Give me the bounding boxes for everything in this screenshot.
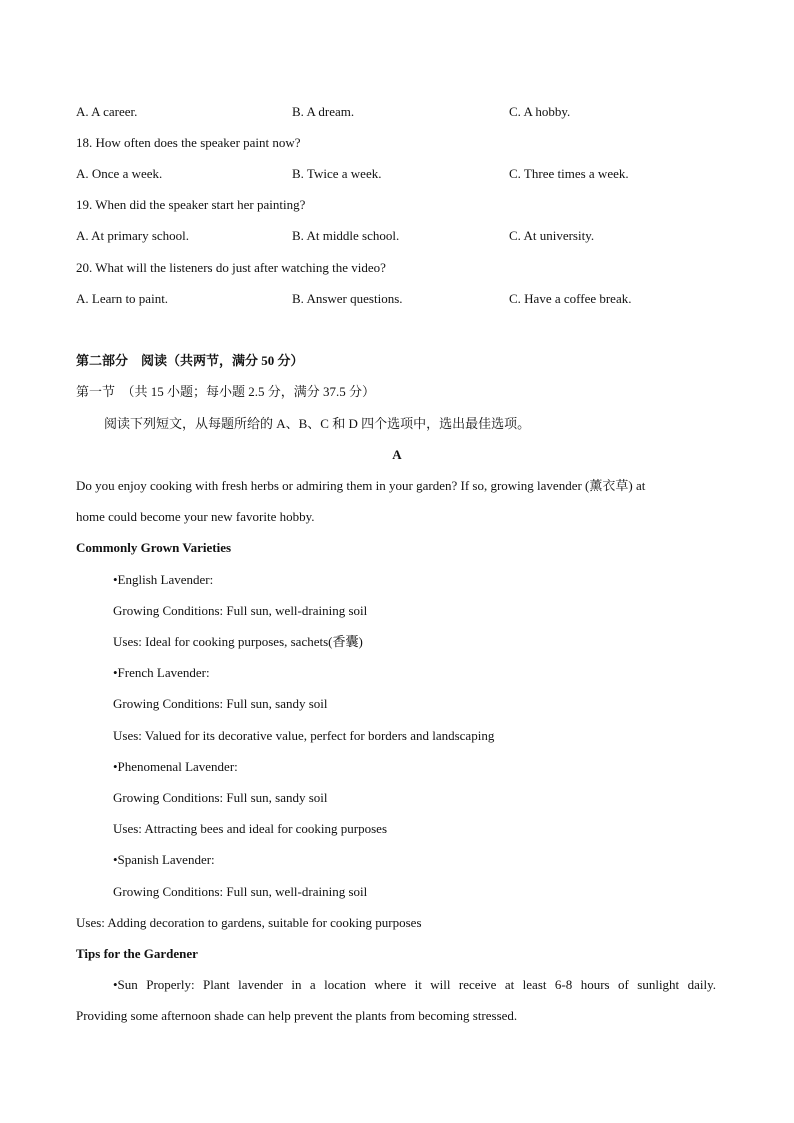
q20-option-b[interactable]: B. Answer questions. [292, 291, 403, 306]
variety-conditions: Growing Conditions: Full sun, sandy soil [113, 790, 328, 805]
tip-sun-line-2: Providing some afternoon shade can help prevent the plants from becoming stressed. [76, 1008, 518, 1023]
q20-question: 20. What will the listeners do just after watching the video? [76, 260, 386, 275]
q17-options [76, 104, 716, 120]
q18-option-a[interactable]: A. Once a week. [76, 166, 163, 181]
passage-intro-line-1: Do you enjoy cooking with fresh herbs or admiring them in your garden? If so, growing lavender (薰衣草) at [76, 478, 646, 493]
passage-label: A [392, 447, 402, 462]
q18-options [76, 166, 716, 182]
q19-options [76, 228, 716, 244]
variety-uses: Uses: Valued for its decorative value, perfect for borders and landscaping [113, 728, 495, 743]
variety-conditions: Growing Conditions: Full sun, sandy soil [113, 696, 328, 711]
q18-option-c[interactable]: C. Three times a week. [509, 166, 629, 181]
variety-name: •English Lavender: [113, 572, 214, 587]
section1-heading: 第一节 （共 15 小题；每小题 2.5 分，满分 37.5 分） [76, 384, 376, 399]
q20-option-a[interactable]: A. Learn to paint. [76, 291, 169, 306]
q20-option-c[interactable]: C. Have a coffee break. [509, 291, 632, 306]
variety-conditions: Growing Conditions: Full sun, well-draining soil [113, 884, 368, 899]
q17-option-c[interactable]: C. A hobby. [509, 104, 571, 119]
q18-option-b[interactable]: B. Twice a week. [292, 166, 382, 181]
reading-instructions: 阅读下列短文，从每题所给的 A、B、C 和 D 四个选项中，选出最佳选项。 [104, 416, 531, 431]
q19-option-c[interactable]: C. At university. [509, 228, 595, 243]
variety-uses: Uses: Ideal for cooking purposes, sachets(香囊) [113, 634, 363, 649]
variety-name: •Spanish Lavender: [113, 852, 215, 867]
q20-options [76, 291, 716, 307]
q19-question: 19. When did the speaker start her painting? [76, 197, 306, 212]
variety-uses: Uses: Attracting bees and ideal for cooking purposes [113, 821, 388, 836]
variety-conditions: Growing Conditions: Full sun, well-draining soil [113, 603, 368, 618]
variety-uses: Uses: Adding decoration to gardens, suitable for cooking purposes [76, 915, 422, 930]
tip-sun-line-1 [76, 977, 716, 993]
q19-option-a[interactable]: A. At primary school. [76, 228, 190, 243]
tips-heading: Tips for the Gardener [76, 946, 198, 961]
tip-sun-text: •Sun Properly: Plant lavender in a location where it will receive at least 6-8 hours of sunlight daily. [113, 977, 716, 992]
passage-intro-line-2: home could become your new favorite hobby. [76, 509, 315, 524]
variety-name: •Phenomenal Lavender: [113, 759, 238, 774]
q17-option-a[interactable]: A. A career. [76, 104, 138, 119]
part2-heading: 第二部分 阅读（共两节，满分 50 分） [76, 353, 304, 368]
variety-name: •French Lavender: [113, 665, 210, 680]
varieties-heading: Commonly Grown Varieties [76, 540, 232, 555]
q17-option-b[interactable]: B. A dream. [292, 104, 355, 119]
q19-option-b[interactable]: B. At middle school. [292, 228, 400, 243]
q18-question: 18. How often does the speaker paint now? [76, 135, 301, 150]
